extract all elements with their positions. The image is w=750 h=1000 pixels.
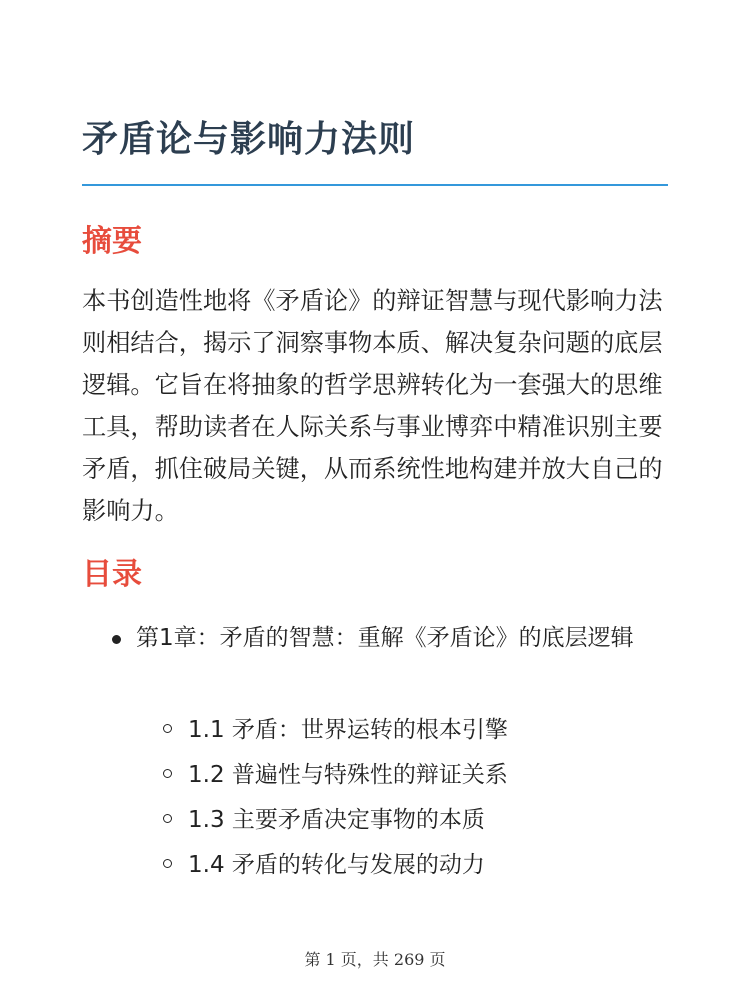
toc-section-label: 1.1 矛盾：世界运转的根本引擎: [188, 717, 508, 743]
toc-chapter-label: 第1章：矛盾的智慧：重解《矛盾论》的底层逻辑: [136, 625, 634, 651]
bullet-icon: [112, 635, 121, 644]
abstract-paragraph: 本书创造性地将《矛盾论》的辩证智慧与现代影响力法则相结合，揭示了洞察事物本质、解决复杂问题的底层逻辑。它旨在将抽象的哲学思辨转化为一套强大的思维工具，帮助读者在人际关系与事业博弈中精准识别主要矛盾，抓住破局关键，从而系统性地构建并放大自己的影响力。: [82, 287, 663, 525]
circle-bullet-icon: [163, 769, 172, 778]
toc-chapter-item: [112, 617, 672, 659]
toc-heading: 目录: [82, 557, 142, 592]
toc-section-label: 1.3 主要矛盾决定事物的本质: [188, 807, 485, 833]
abstract-heading: 摘要: [82, 224, 142, 259]
circle-bullet-icon: [163, 814, 172, 823]
circle-bullet-icon: [163, 859, 172, 868]
title-divider: [82, 184, 668, 186]
document-title: 矛盾论与影响力法则: [82, 119, 416, 160]
toc-section-label: 1.4 矛盾的转化与发展的动力: [188, 852, 485, 878]
page-number-footer: 第 1 页，共 269 页: [304, 950, 446, 969]
circle-bullet-icon: [163, 724, 172, 733]
toc-section-label: 1.2 普遍性与特殊性的辩证关系: [188, 762, 508, 788]
